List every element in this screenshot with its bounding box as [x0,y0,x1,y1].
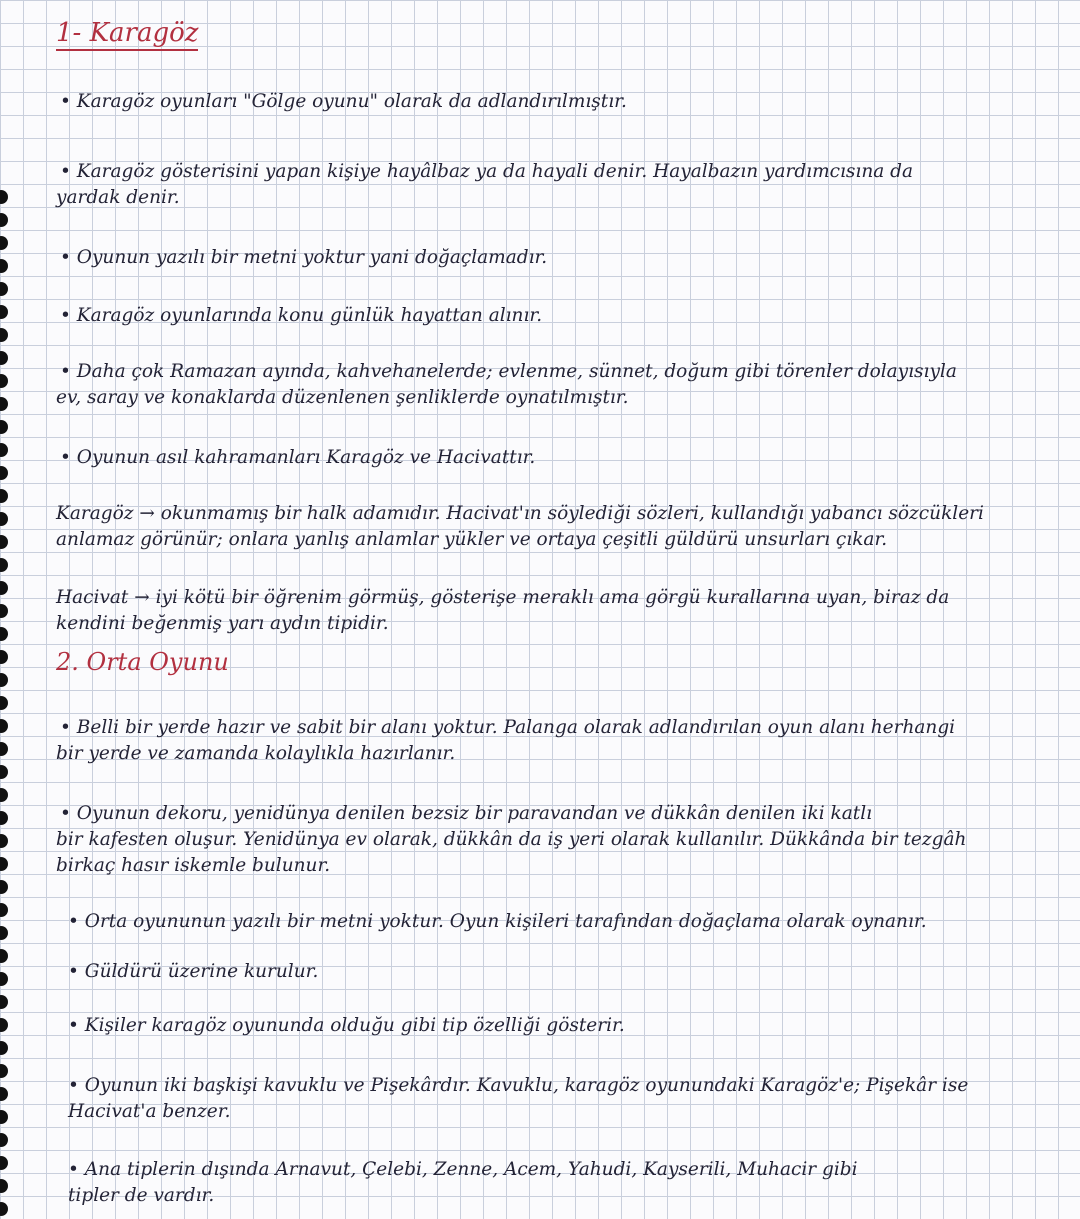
note-line: • Belli bir yerde hazır ve sabit bir alanı yoktur. Palanga olarak adlandırılan oyun alanı herhangi [60,717,956,738]
binding-hole [0,512,8,526]
binding-hole [0,650,8,664]
binding-hole [0,374,8,388]
note-line: ev, saray ve konaklarda düzenlenen şenliklerde oynatılmıştır. [56,387,629,408]
section-2-heading: 2. Orta Oyunu [56,648,229,676]
binding-hole [0,1179,8,1193]
binding-hole [0,949,8,963]
binding-hole [0,305,8,319]
binding-hole [0,489,8,503]
binding-hole [0,926,8,940]
note-line: • Oyunun asıl kahramanları Karagöz ve Hacivattır. [60,447,536,468]
binding-hole [0,328,8,342]
binding-hole [0,1018,8,1032]
note-line: • Oyunun dekoru, yenidünya denilen bezsiz bir paravandan ve dükkân denilen iki katlı [60,803,873,824]
note-line: • Daha çok Ramazan ayında, kahvehanelerde; evlenme, sünnet, doğum gibi törenler dolayısıyla [60,361,957,382]
note-line: • Oyunun iki başkişi kavuklu ve Pişekârdır. Kavuklu, karagöz oyunundaki Karagöz'e; Pişekâr ise [68,1075,969,1096]
binding-hole [0,259,8,273]
binding-hole [0,190,8,204]
note-line: • Ana tiplerin dışında Arnavut, Çelebi, Zenne, Acem, Yahudi, Kayserili, Muhacir gibi [68,1159,858,1180]
binding-hole [0,466,8,480]
binding-hole [0,1202,8,1216]
note-line: kendini beğenmiş yarı aydın tipidir. [56,613,389,634]
binding-hole [0,213,8,227]
note-line: • Karagöz gösterisini yapan kişiye hayâlbaz ya da hayali denir. Hayalbazın yardımcısına da [60,161,914,182]
binding-hole [0,1041,8,1055]
binding-hole [0,673,8,687]
binding-hole [0,788,8,802]
binding-hole [0,535,8,549]
binding-hole [0,719,8,733]
binding-hole [0,558,8,572]
binding-hole [0,995,8,1009]
note-line: yardak denir. [56,187,180,208]
binding-hole [0,742,8,756]
binding-hole [0,397,8,411]
binding-hole [0,880,8,894]
binding-hole [0,1156,8,1170]
section-1-heading: 1- Karagöz [56,18,198,51]
binding-hole [0,765,8,779]
binding-hole [0,696,8,710]
note-line: anlamaz görünür; onlara yanlış anlamlar yükler ve ortaya çeşitli güldürü unsurları çıkar. [56,529,888,550]
note-line: Hacivat → iyi kötü bir öğrenim görmüş, gösterişe meraklı ama görgü kurallarına uyan, biraz da [56,587,950,608]
note-line: tipler de vardır. [68,1185,215,1206]
binding-hole [0,1133,8,1147]
note-line: • Karagöz oyunları "Gölge oyunu" olarak da adlandırılmıştır. [60,91,627,112]
binding-hole [0,443,8,457]
note-line: • Güldürü üzerine kurulur. [68,961,319,982]
binding-hole [0,903,8,917]
binding-hole [0,834,8,848]
binding-hole [0,972,8,986]
binding-hole [0,236,8,250]
note-line: Karagöz → okunmamış bir halk adamıdır. Hacivat'ın söylediği sözleri, kullandığı yabancı sözcükleri [56,503,984,524]
note-line: bir yerde ve zamanda kolaylıkla hazırlanır. [56,743,456,764]
spiral-binding [0,0,12,1219]
binding-hole [0,351,8,365]
binding-hole [0,811,8,825]
note-line: • Orta oyununun yazılı bir metni yoktur. Oyun kişileri tarafından doğaçlama olarak oynanır. [68,911,927,932]
note-line: bir kafesten oluşur. Yenidünya ev olarak, dükkân da iş yeri olarak kullanılır. Dükkânda bir tezgâh [56,829,967,850]
note-line: Hacivat'a benzer. [68,1101,231,1122]
note-line: • Oyunun yazılı bir metni yoktur yani doğaçlamadır. [60,247,548,268]
binding-hole [0,282,8,296]
binding-hole [0,1110,8,1124]
note-line: birkaç hasır iskemle bulunur. [56,855,331,876]
binding-hole [0,581,8,595]
binding-hole [0,857,8,871]
note-line: • Karagöz oyunlarında konu günlük hayattan alınır. [60,305,543,326]
binding-hole [0,627,8,641]
binding-hole [0,420,8,434]
binding-hole [0,1064,8,1078]
binding-hole [0,604,8,618]
binding-hole [0,1087,8,1101]
note-line: • Kişiler karagöz oyununda olduğu gibi tip özelliği gösterir. [68,1015,625,1036]
